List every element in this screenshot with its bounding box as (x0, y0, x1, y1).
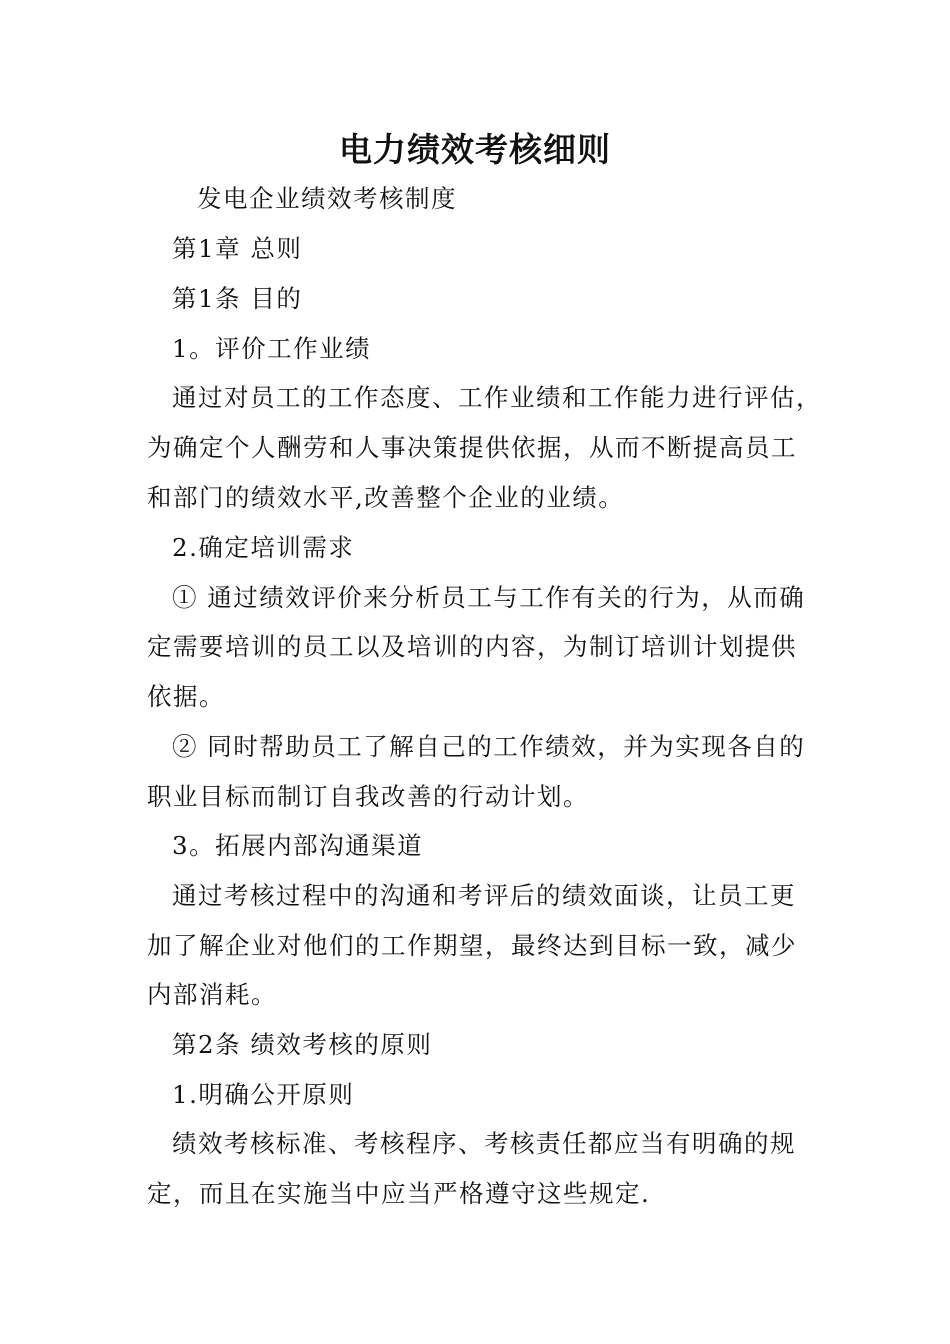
paragraph-line: 加了解企业对他们的工作期望，最终达到目标一致，减少 (147, 931, 797, 960)
paragraph-line: ① 通过绩效评价来分析员工与工作有关的行为，从而确 (172, 583, 806, 612)
article-heading: 第2条 绩效考核的原则 (172, 1030, 433, 1059)
section-heading: 3。拓展内部沟通渠道 (172, 831, 424, 860)
section-heading: 1.明确公开原则 (172, 1080, 355, 1109)
section-heading: 1。评价工作业绩 (172, 334, 372, 363)
subtitle-line: 发电企业绩效考核制度 (197, 184, 457, 213)
paragraph-line: ② 同时帮助员工了解自己的工作绩效，并为实现各自的 (172, 732, 806, 761)
paragraph-line: 通过对员工的工作态度、工作业绩和工作能力进行评估， (172, 383, 822, 412)
paragraph-line: 绩效考核标准、考核程序、考核责任都应当有明确的规 (172, 1129, 796, 1158)
paragraph-line: 为确定个人酬劳和人事决策提供依据，从而不断提高员工 (147, 433, 797, 462)
chapter-heading: 第1章 总则 (172, 234, 303, 263)
paragraph-line: 依据。 (147, 682, 225, 711)
section-heading: 2.确定培训需求 (172, 533, 355, 562)
paragraph-line: 和部门的绩效水平,改善整个企业的业绩。 (147, 483, 625, 512)
paragraph-line: 职业目标而制订自我改善的行动计划。 (147, 782, 589, 811)
paragraph-line: 内部消耗。 (147, 980, 277, 1009)
paragraph-line: 定，而且在实施当中应当严格遵守这些规定. (147, 1179, 651, 1208)
document-title: 电力绩效考核细则 (339, 130, 611, 169)
paragraph-line: 通过考核过程中的沟通和考评后的绩效面谈，让员工更 (172, 881, 796, 910)
paragraph-line: 定需要培训的员工以及培训的内容，为制订培训计划提供 (147, 632, 797, 661)
article-heading: 第1条 目的 (172, 284, 303, 313)
